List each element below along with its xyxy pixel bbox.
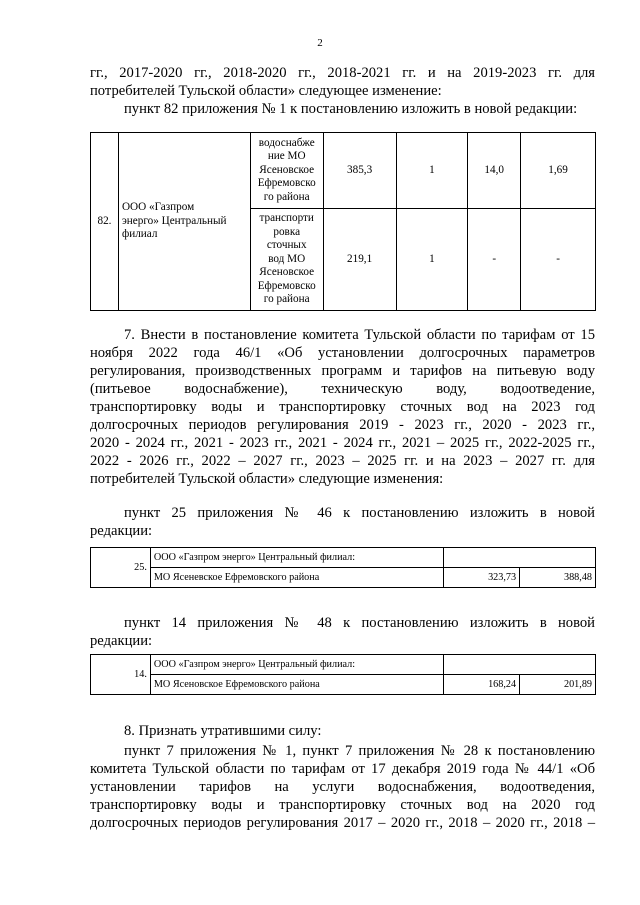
section8-line: транспортировку воды и транспортировку сточных вод на 2020 год [90,797,595,813]
value-cell: 219,1 [323,209,396,311]
service-line: Ефремовско [257,279,316,292]
section8-line: долгосрочных периодов регулирования 2017 – 2020 гг., 2018 – 2020 гг., 2018 – [90,815,595,831]
table-row [91,675,596,695]
row-number: 82. [91,133,119,311]
section7-line: регулирования, производственных программ и тарифов на питьевую воду [90,363,595,379]
p14-line: пункт 14 приложения № 48 к постановлению изложить в новой [124,615,595,631]
section7-line: 2020 - 2024 гг., 2021 - 2023 гг., 2021 - 2024 гг., 2021 – 2025 гг., 2022-2025 гг., [90,435,595,451]
org-line: энерго» Центральный [121,214,227,227]
service-line: водоснабже [258,136,315,149]
intro-line: гг., 2017-2020 гг., 2018-2020 гг., 2018-2021 гг. и на 2019-2023 гг. для [90,65,595,81]
service-line: транспорти [259,211,314,224]
section7-line: ноября 2022 года 46/1 «Об установлении долгосрочных параметров [90,345,595,361]
organization-cell [118,133,250,311]
tariff-table-14 [90,654,596,695]
table-row [91,655,596,675]
value-cell: 1 [396,133,468,209]
service-line: ние МО [267,150,306,163]
section8-line: пункт 7 приложения № 1, пункт 7 приложения № 28 к постановлению [124,743,595,759]
section7-line: 2022 - 2026 гг., 2022 – 2027 гг., 2023 – 2025 гг. и на 2023 – 2027 гг. для [90,453,595,469]
district-cell: МО Ясеновское Ефремовского района [150,675,443,695]
value-cell: 1,69 [521,133,596,209]
organization-cell: ООО «Газпром энерго» Центральный филиал: [150,655,443,675]
service-cell [250,209,323,311]
p25-line: пункт 25 приложения № 46 к постановлению изложить в новой [124,505,595,521]
table-row [91,568,596,588]
value-cell: 388,48 [520,568,596,588]
section7-line: (питьевое водоснабжение), техническую воду, водоотведение, [90,381,595,397]
section8-line: установлении тарифов на услуги водоснабжения, водоотведения, [90,779,595,795]
tariff-table-25 [90,547,596,588]
service-line: Ясеновское [259,266,315,279]
org-line: ООО «Газпром [121,201,195,214]
row-number: 25. [91,548,151,588]
value-cell: 385,3 [323,133,396,209]
empty-cell [444,655,596,675]
service-line: го района [263,293,310,306]
org-line: филиал [121,228,158,241]
p82-intro: пункт 82 приложения № 1 к постановлению изложить в новой редакции: [124,101,578,117]
section7-line: транспортировку воды и транспортировку сточных вод на 2023 год [90,399,595,415]
table-row [91,548,596,568]
value-cell: 168,24 [444,675,520,695]
district-cell: МО Ясеневское Ефремовского района [150,568,443,588]
service-cell [250,133,323,209]
tariff-table-82 [90,132,596,311]
value-cell: - [468,209,521,311]
value-cell: 1 [396,209,468,311]
value-cell: 201,89 [520,675,596,695]
service-line: Ясеновское [259,163,315,176]
service-line: вод МО [268,252,306,265]
service-line: сточных [266,239,307,252]
value-cell: 323,73 [444,568,520,588]
page-number: 2 [317,37,323,49]
section8-line: комитета Тульской области по тарифам от 17 декабря 2019 года № 44/1 «Об [90,761,595,777]
value-cell: 14,0 [468,133,521,209]
section7-line: долгосрочных периодов регулирования 2019 - 2023 гг., 2020 - 2023 гг., [90,417,595,433]
table-row [91,133,596,209]
value-cell: - [521,209,596,311]
service-line: Ефремовско [257,177,316,190]
service-line: го района [263,190,310,203]
section7-line: 7. Внести в постановление комитета Тульской области по тарифам от 15 [124,327,595,343]
row-number: 14. [91,655,151,695]
organization-cell: ООО «Газпром энерго» Центральный филиал: [150,548,443,568]
p14-line: редакции: [90,633,153,649]
p25-line: редакции: [90,523,153,539]
section8-title: 8. Признать утратившими силу: [124,723,322,739]
intro-line: потребителей Тульской области» следующее изменение: [90,83,442,99]
empty-cell [444,548,596,568]
service-line: ровка [273,225,301,238]
section7-line: потребителей Тульской области» следующие изменения: [90,471,444,487]
